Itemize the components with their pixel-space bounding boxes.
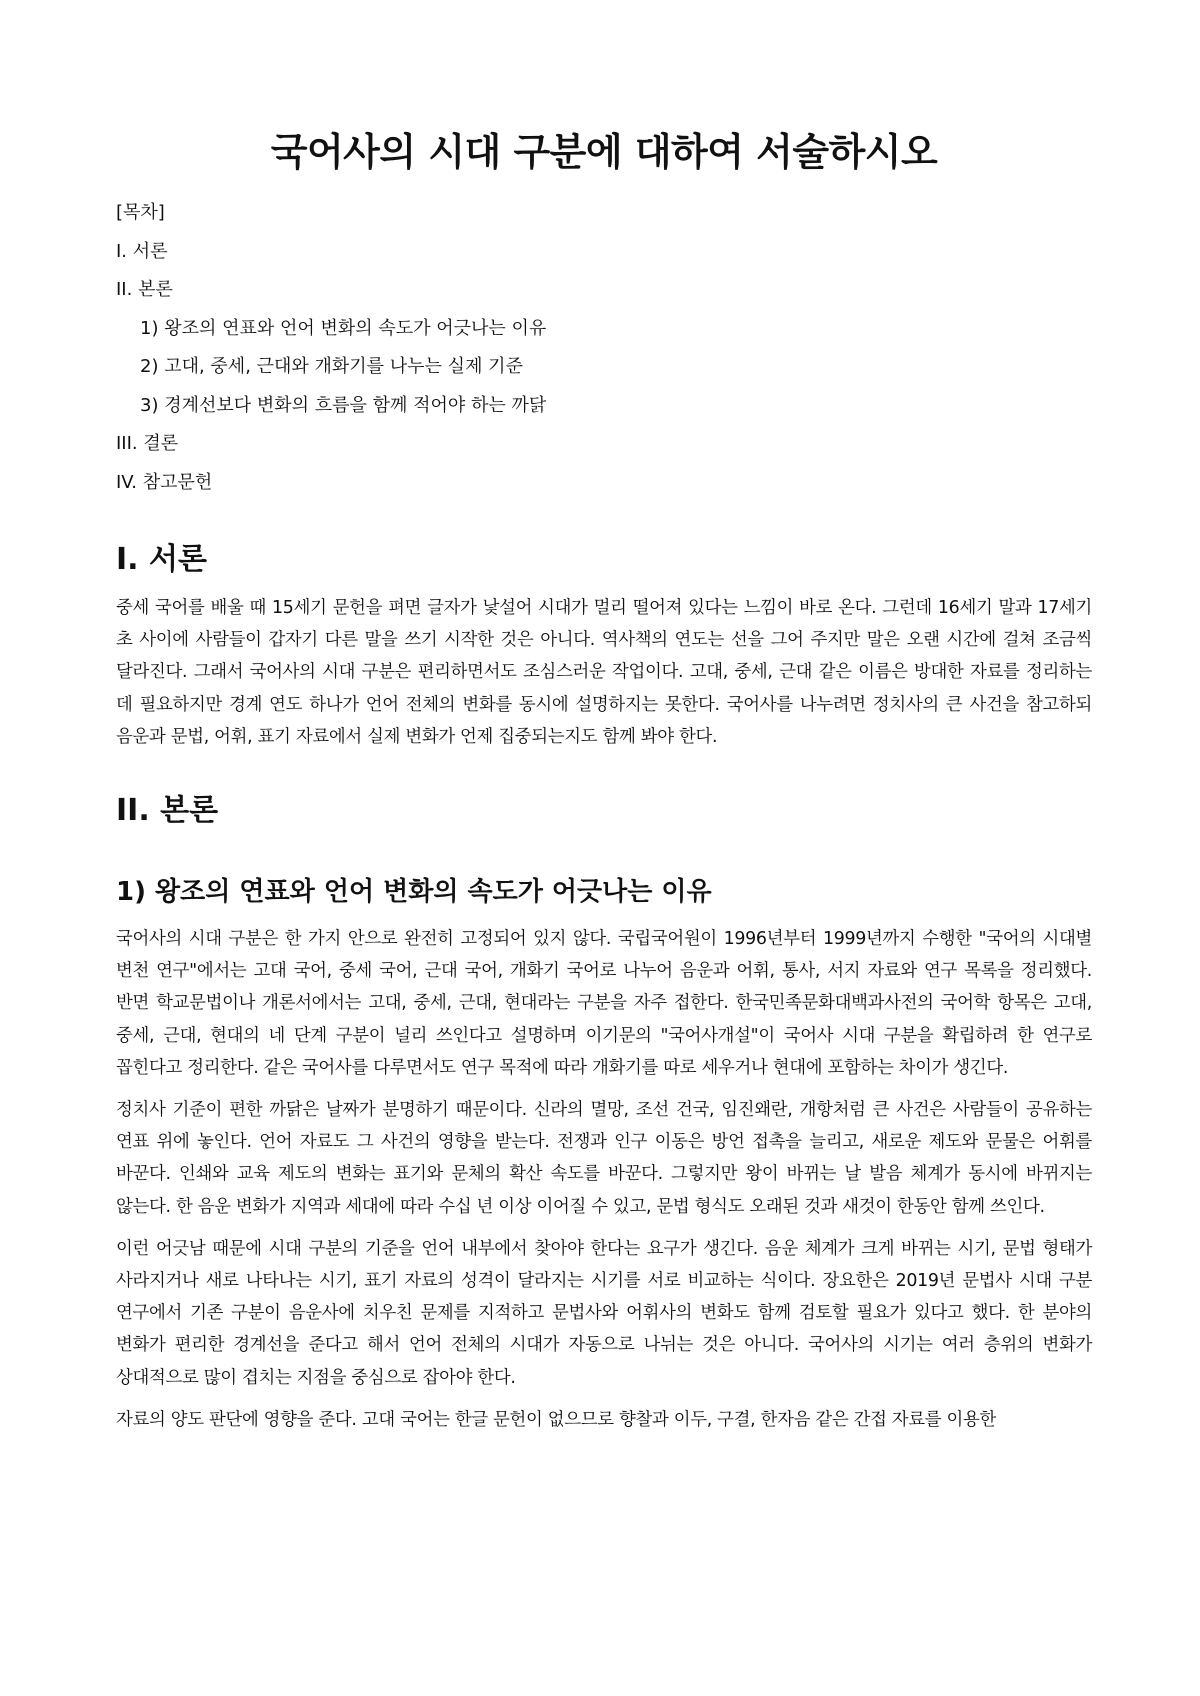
document-page: [116, 0, 1092, 1436]
toc-item-introduction: I. 서론: [116, 240, 168, 262]
section-heading-main-body: II. 본론: [116, 793, 219, 829]
section-heading-introduction: I. 서론: [116, 542, 207, 577]
body-paragraph: 정치사 기준이 편한 까닭은 날짜가 분명하기 때문이다. 신라의 멸망, 조선 건국, 임진왜란, 개항처럼 큰 사건은 사람들이 공유하는 연표 위에 놓인다. 언어 자료도 그 사건의 영향을 받는다. 전쟁과 인구 이동은 방언 접촉을 늘리고, 새로운 제도와 문물은 어휘를 바꾼다. 인쇄와 교육 제도의 변화는 표기와 문체의 확산 속도를 바꾼다. 그렇지만 왕이 바뀌는 날 발음 체계가 동시에 바뀌지는 않는다. 한 음운 변화가 지역과 세대에 따라 수십 년 이상 이어질 수 있고, 문법 형식도 오래된 것과 새것이 한동안 함께 쓰인다.: [116, 1100, 1092, 1217]
toc-heading: [목차]: [116, 202, 165, 223]
intro-paragraph: 중세 국어를 배울 때 15세기 문헌을 펴면 글자가 낯설어 시대가 멀리 떨어져 있다는 느낌이 바로 온다. 그런데 16세기 말과 17세기 초 사이에 사람들이 갑자기 다른 말을 쓰기 시작한 것은 아니다. 역사책의 연도는 선을 그어 주지만 말은 오랜 시간에 걸쳐 조금씩 달라진다. 그래서 국어사의 시대 구분은 편리하면서도 조심스러운 작업이다. 고대, 중세, 근대 같은 이름은 방대한 자료를 정리하는 데 필요하지만 경계 연도 하나가 언어 전체의 변화를 동시에 설명하지는 못한다. 국어사를 나누려면 정치사의 큰 사건을 참고하되 음운과 문법, 어휘, 표기 자료에서 실제 변화가 언제 집중되는지도 함께 봐야 한다.: [116, 598, 1092, 747]
toc-item-main-body: II. 본론: [116, 279, 173, 300]
subsection-heading-1: 1) 왕조의 연표와 언어 변화의 속도가 어긋나는 이유: [116, 877, 712, 908]
document-title: 국어사의 시대 구분에 대하여 서술하시오: [270, 130, 938, 174]
table-of-contents: [116, 194, 1092, 502]
body-paragraph: 이런 어긋남 때문에 시대 구분의 기준을 언어 내부에서 찾아야 한다는 요구가 생긴다. 음운 체계가 크게 바뀌는 시기, 문법 형태가 사라지거나 새로 나타나는 시기, 표기 자료의 성격이 달라지는 시기를 서로 비교하는 식이다. 장요한은 2019년 문법사 시대 구분 연구에서 기존 구분이 음운사에 치우친 문제를 지적하고 문법사와 어휘사의 변화도 함께 검토할 필요가 있다고 했다. 한 분야의 변화가 편리한 경계선을 준다고 해서 언어 전체의 시대가 자동으로 나뉘는 것은 아니다. 국어사의 시기는 여러 층위의 변화가 상대적으로 많이 겹치는 지점을 중심으로 잡아야 한다.: [116, 1238, 1092, 1388]
body-paragraph: 자료의 양도 판단에 영향을 준다. 고대 국어는 한글 문헌이 없으므로 향찰과 이두, 구결, 한자음 같은 간접 자료를 이용한: [116, 1409, 997, 1430]
toc-item-subsection-2: 2) 고대, 중세, 근대와 개화기를 나누는 실제 기준: [140, 356, 523, 377]
toc-item-references: IV. 참고문헌: [116, 471, 213, 493]
toc-item-subsection-3: 3) 경계선보다 변화의 흐름을 함께 적어야 하는 까닭: [140, 394, 547, 416]
toc-item-subsection-1: 1) 왕조의 연표와 언어 변화의 속도가 어긋나는 이유: [140, 317, 547, 339]
toc-item-conclusion: III. 결론: [116, 433, 179, 454]
body-paragraph: 국어사의 시대 구분은 한 가지 안으로 완전히 고정되어 있지 않다. 국립국어원이 1996년부터 1999년까지 수행한 "국어의 시대별 변천 연구"에서는 고대 국어, 중세 국어, 근대 국어, 개화기 국어로 나누어 음운과 어휘, 통사, 서지 자료와 연구 목록을 정리했다. 반면 학교문법이나 개론서에서는 고대, 중세, 근대, 현대라는 구분을 자주 접한다. 한국민족문화대백과사전의 국어학 항목은 고대, 중세, 근대, 현대의 네 단계 구분이 널리 쓰인다고 설명하며 이기문의 "국어사개설"이 국어사 시대 구분을 확립하려 한 연구로 꼽힌다고 정리한다. 같은 국어사를 다루면서도 연구 목적에 따라 개화기를 따로 세우거나 현대에 포함하는 차이가 생긴다.: [116, 929, 1092, 1078]
